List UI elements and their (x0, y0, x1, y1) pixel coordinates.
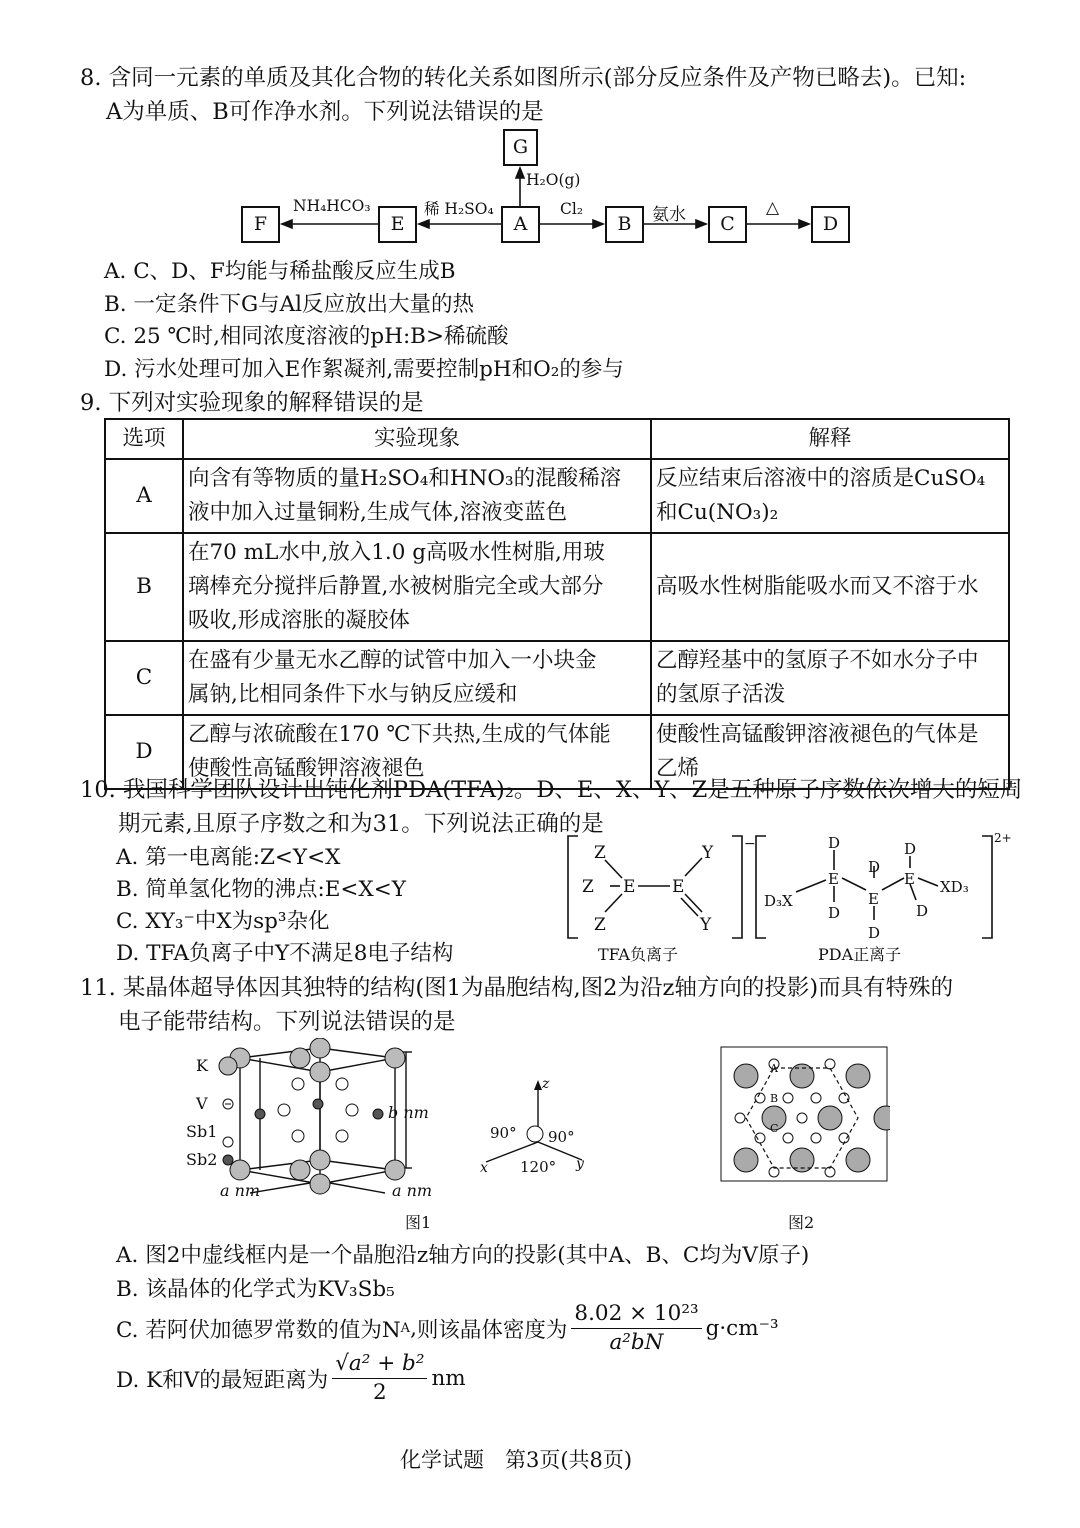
density-numerator: 8.02 × 10²³ (571, 1300, 701, 1329)
distance-numerator: √a² + b² (332, 1350, 427, 1379)
explanation-line: 反应结束后溶液中的溶质是CuSO₄ (656, 466, 986, 491)
tfa-charge: − (744, 836, 756, 852)
tfa-y-top: Y (702, 843, 714, 863)
tfa-e1: E (623, 877, 636, 897)
q11-figure2 (720, 1046, 890, 1186)
q10-stem-line2: 期元素,且原子序数之和为31。下列说法正确的是 (118, 811, 604, 837)
page-footer: 化学试题 第3页(共8页) (400, 1448, 633, 1472)
pda-e1: E (828, 870, 839, 888)
fig1-caption: 图1 (405, 1213, 432, 1232)
pda-d6: D (916, 902, 929, 920)
tfa-caption: TFA负离子 (598, 945, 678, 964)
q8-arrows (0, 0, 1080, 260)
tfa-e2: E (672, 877, 685, 897)
row-explanation (651, 459, 1009, 533)
phenomenon-line: 液中加入过量铜粉,生成气体,溶液变蓝色 (188, 500, 568, 525)
option-c-mid: 则该晶体密度为 (416, 1317, 568, 1343)
phenomenon-line: 在70 mL水中,放入1.0 g高吸水性树脂,用玻 (188, 540, 605, 565)
option-c-na-sub: A (400, 1320, 411, 1336)
q8-option-b: B. 一定条件下G与Al反应放出大量的热 (104, 292, 475, 317)
pda-d2: D (828, 904, 841, 922)
header-phenomenon: 实验现象 (183, 419, 651, 459)
pda-caption: PDA正离子 (818, 945, 902, 964)
distance-denominator: 2 (372, 1379, 387, 1405)
explanation-line: 乙醇羟基中的氢原子不如水分子中 (656, 648, 979, 673)
q11-stem-line1: 11. 某晶体超导体因其独特的结构(图1为晶胞结构,图2为沿z轴方向的投影)而具有特殊的 (80, 975, 954, 1001)
row-explanation (651, 641, 1009, 715)
q10-option-a: A. 第一电离能:Z<Y<X (116, 845, 341, 870)
density-unit: g·cm⁻³ (705, 1315, 779, 1341)
pda-xd3: XD₃ (940, 878, 969, 896)
phenomenon-line: 吸收,形成溶胀的凝胶体 (188, 608, 410, 633)
q11-option-b: B. 该晶体的化学式为KV₃Sb₅ (116, 1277, 395, 1302)
label-heat: △ (766, 198, 780, 218)
legend-sb1: Sb1 (186, 1122, 218, 1141)
row-phenomenon (183, 459, 651, 533)
label-b-nm: b nm (388, 1103, 429, 1122)
distance-fraction (332, 1350, 427, 1407)
tfa-y-bottom: Y (700, 915, 712, 935)
q8-stem-line2: A为单质、B可作净水剂。下列说法错误的是 (106, 99, 544, 125)
node-f: F (241, 206, 280, 243)
tfa-z-bottom: Z (594, 915, 606, 935)
q9-table (104, 418, 1010, 790)
pda-e3: E (904, 870, 915, 888)
tfa-z-left: Z (582, 877, 594, 897)
label-ammonia: 氨水 (652, 205, 686, 225)
phenomenon-line: 在盛有少量无水乙醇的试管中加入一小块金 (188, 648, 597, 673)
node-e: E (378, 206, 417, 243)
row-phenomenon (183, 533, 651, 641)
fig2-caption: 图2 (788, 1213, 815, 1232)
fig2-label-b: B (770, 1092, 779, 1105)
legend-v: V (196, 1094, 208, 1113)
pda-d4: D (868, 924, 881, 942)
q10-option-b: B. 简单氢化物的沸点:E<X<Y (116, 877, 406, 902)
q11-option-c: C. 若阿伏加德罗常数的值为N A , 则该晶体密度为 $\frac{\text{8.02 × 10²³}}{\text{a²bN}}$ g·cm⁻³ (116, 1300, 779, 1355)
q8-option-c: C. 25 ℃时,相同浓度溶液的pH:B>稀硫酸 (104, 324, 509, 349)
q8-option-a: A. C、D、F均能与稀盐酸反应生成B (104, 259, 456, 284)
phenomenon-line: 璃棒充分搅拌后静置,水被树脂完全或大部分 (188, 574, 604, 599)
distance-unit: nm (431, 1365, 466, 1391)
q11-option-a: A. 图2中虚线框内是一个晶胞沿z轴方向的投影(其中A、B、C均为V原子) (116, 1243, 810, 1268)
row-explanation (651, 533, 1009, 641)
explanation-line: 使酸性高锰酸钾溶液褪色的气体是 (656, 722, 979, 747)
phenomenon-line: 使酸性高锰酸钾溶液褪色 (188, 756, 425, 781)
phenomenon-line: 乙醇与浓硫酸在170 ℃下共热,生成的气体能 (188, 722, 611, 747)
table-header-row (105, 419, 1009, 459)
label-h2o-g: H₂O(g) (526, 171, 581, 189)
label-nh4hco3: NH₄HCO₃ (293, 197, 371, 215)
legend-sb2: Sb2 (186, 1150, 218, 1169)
explanation-line: 和Cu(NO₃)₂ (656, 500, 779, 525)
label-a-nm-left: a nm (220, 1181, 261, 1200)
row-option: D (105, 715, 183, 789)
row-phenomenon (183, 641, 651, 715)
q11-option-d (116, 1346, 466, 1410)
label-cl2: Cl₂ (560, 200, 584, 218)
node-c: C (708, 206, 747, 243)
row-option: C (105, 641, 183, 715)
option-d-prefix: D. K和V的最短距离为 (116, 1367, 329, 1393)
pda-charge: 2+ (994, 831, 1012, 845)
pda-d3x: D₃X (764, 892, 793, 910)
density-denominator: a²bN (609, 1329, 664, 1355)
legend-k: K (196, 1056, 208, 1075)
q10-stem-line1: 10. 我国科学团队设计出钝化剂PDA(TFA)₂。D、E、X、Y、Z是五种原子序数依次增大的短周 (80, 777, 1023, 803)
q8-stem-line1: 8. 含同一元素的单质及其化合物的转化关系如图所示(部分反应条件及产物已略去)。已知: (80, 65, 967, 91)
q10-structures (560, 828, 1020, 968)
axis-z: z (542, 1076, 550, 1092)
phenomenon-line: 属钠,比相同条件下水与钠反应缓和 (188, 682, 518, 707)
node-b: B (605, 206, 644, 243)
label-dilute-h2so4: 稀 H₂SO₄ (424, 200, 494, 218)
pda-e2: E (868, 890, 879, 908)
row-option: A (105, 459, 183, 533)
header-explanation: 解释 (651, 419, 1009, 459)
tfa-z-top: Z (594, 843, 606, 863)
pda-d3: D (868, 858, 881, 876)
node-d: D (811, 206, 850, 243)
option-c-prefix: C. 若阿伏加德罗常数的值为N (116, 1317, 401, 1343)
pda-d1: D (828, 834, 841, 852)
angle-90-right: 90° (548, 1128, 575, 1146)
phenomenon-line: 向含有等物质的量H₂SO₄和HNO₃的混酸稀溶 (188, 466, 622, 491)
q8-option-d: D. 污水处理可加入E作絮凝剂,需要控制pH和O₂的参与 (104, 357, 624, 382)
q11-stem-line2: 电子能带结构。下列说法错误的是 (118, 1009, 456, 1035)
axis-x: x (480, 1160, 488, 1176)
table-row (105, 641, 1009, 715)
node-a: A (501, 206, 540, 243)
label-a-nm-right: a nm (392, 1181, 433, 1200)
angle-90-left: 90° (490, 1124, 517, 1142)
explanation-line: 的氢原子活泼 (656, 682, 786, 707)
row-option: B (105, 533, 183, 641)
q9-stem: 9. 下列对实验现象的解释错误的是 (80, 390, 424, 416)
explanation-line: 乙烯 (656, 756, 700, 781)
q10-option-d: D. TFA负离子中Y不满足8电子结构 (116, 941, 454, 966)
header-option: 选项 (105, 419, 183, 459)
axis-y: y (576, 1156, 584, 1172)
explanation-line: 高吸水性树脂能吸水而又不溶于水 (656, 574, 979, 599)
table-row (105, 459, 1009, 533)
pda-d5: D (904, 840, 917, 858)
density-fraction (571, 1300, 701, 1357)
table-row (105, 533, 1009, 641)
angle-120: 120° (520, 1158, 557, 1176)
node-g: G (503, 129, 538, 166)
fig2-label-c: C (770, 1122, 779, 1135)
q10-option-c: C. XY₃⁻中X为sp³杂化 (116, 909, 330, 934)
fig2-label-a: A (770, 1062, 778, 1075)
